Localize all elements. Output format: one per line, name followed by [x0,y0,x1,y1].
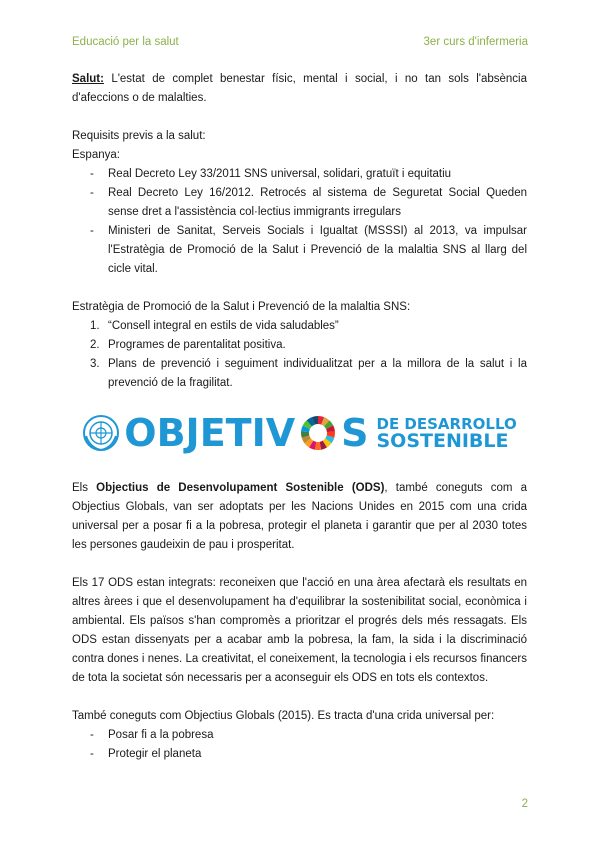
list-item [72,336,527,355]
ods-paragraph: Els 17 ODS estan integrats: reconeixen que l'acció en una àrea afectarà els resultats en altres àrees i que el desenvolupament ha d'equilibrar la sostenibilitat social, econòmica i ambiental. Els països s'han compromès a prioritzar el progrés dels més ressagats. Els ODS estan dissenyats per a acabar amb la pobresa, la fam, la sida i la discriminació contra dones i nenes. La creativitat, el coneixement, la tecnologia i els recursos financers de tota la societat són necessaris per a aconseguir els ODS en tots els contextos. [72,577,527,684]
ods-intro-suffix: , també coneguts com a Objectius Globals, van ser adoptats per les Nacions Unides en 2015 com una crida universal per a posar fi a la pobresa, protegir el planeta i garantir que per al 2030 totes les persones gaudeixin de pau i prosperitat. [72,482,528,551]
list-item: - Protegir el planeta [72,745,527,764]
banner-subtitle-line2: SOSTENIBLE [376,430,509,452]
requisits-title: Requisits previs a la salut: [72,130,206,142]
salut-definition [72,70,527,108]
list-item: - Real Decreto Ley 16/2012. Retrocés al sistema de Seguretat Social Queden sense dret a l'assistència col·lectius immigrants irregulars [72,184,527,222]
sdg-wheel-icon [300,415,336,451]
banner-subtitle [377,416,517,450]
document-body [72,70,527,764]
ods-intro-paragraph [72,479,527,555]
estrategia-list [72,317,527,393]
list-item: - Real Decreto Ley 33/2011 SNS universal, solidari, gratuït i equitatiu [72,165,527,184]
list-item [72,317,527,336]
list-item: - Posar fi a la pobresa [72,726,527,745]
ods-intro-prefix: Els [72,482,97,494]
salut-definition-text: L'estat de complet benestar físic, mental i social, i no tan sols l'absència d'afeccions o de malalties. [72,73,527,104]
list-item [72,355,527,393]
list-number: 1. [90,320,100,332]
list-item-text: Programes de parentalitat positiva. [108,339,286,351]
list-item-text: “Consell integral en estils de vida saludables” [108,320,339,332]
page-header [72,36,528,48]
banner-title-part-a: OBJETIV [124,410,296,455]
list-number: 3. [90,358,100,370]
globals-title: També coneguts com Objectius Globals (2015). Es tracta d'una crida universal per: [72,710,495,722]
estrategia-title: Estratègia de Promoció de la Salut i Prevenció de la malaltia SNS: [72,301,411,313]
list-item-text: Plans de prevenció i seguiment individualitzat per a la millora de la salut i la prevenció de la fragilitat. [108,358,527,389]
requisits-list [72,165,527,279]
requisits-country: Espanya: [72,149,120,161]
banner-title-part-b: S [341,410,369,455]
header-left-title: Educació per la salut [72,36,179,48]
un-emblem-icon [82,414,120,452]
page-number: 2 [521,798,528,810]
list-item: - Ministeri de Sanitat, Serveis Socials i Igualtat (MSSSI) al 2013, va impulsar l'Estratègia de Promoció de la Salut i Prevenció de la malaltia SNS al llarg del cicle vital. [72,222,527,279]
globals-list [72,726,527,764]
header-right-title: 3er curs d'infermeria [423,36,528,48]
list-number: 2. [90,339,100,351]
salut-term: Salut: [72,73,104,85]
banner-subtitle-line1: DE DESARROLLO [376,415,517,433]
sdg-banner [72,405,527,461]
ods-intro-bold: Objectius de Desenvolupament Sostenible (ODS) [96,482,385,494]
